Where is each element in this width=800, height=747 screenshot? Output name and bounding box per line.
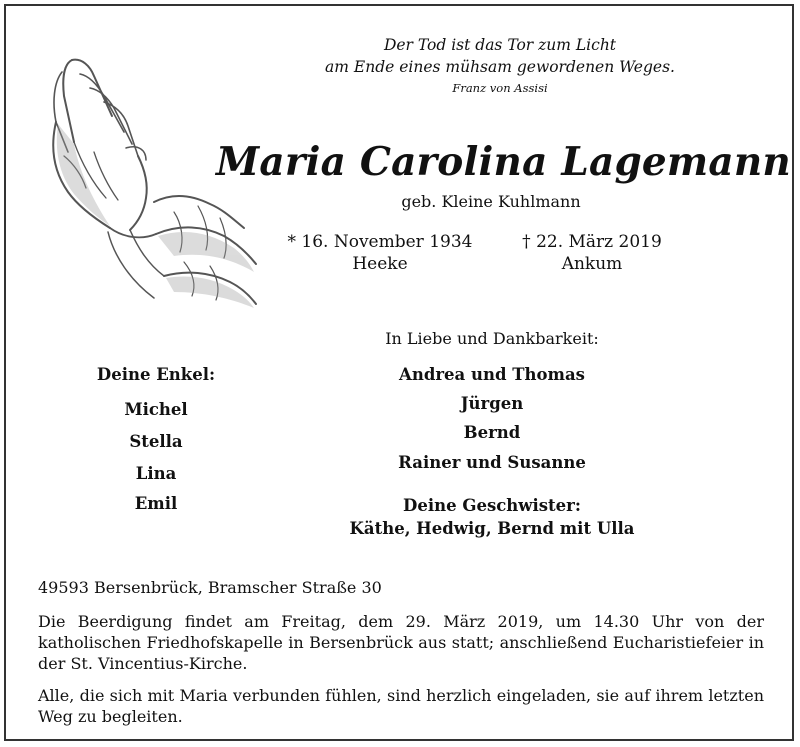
deceased-name: Maria Carolina Lagemann xyxy=(216,139,791,185)
quote-author: Franz von Assisi xyxy=(452,81,548,95)
quote-line-1: Der Tod ist das Tor zum Licht xyxy=(383,36,617,54)
siblings-names: Käthe, Hedwig, Bernd mit Ulla xyxy=(349,519,635,538)
grandchild: Michel xyxy=(124,400,188,419)
invitation-text: Alle, die sich mit Maria verbunden fühlen, sind herzlich eingeladen, sie auf ihrem letzten Weg zu begleiten. xyxy=(38,686,764,726)
family-member: Jürgen xyxy=(460,394,524,413)
birth-place: Heeke xyxy=(352,254,408,274)
siblings-heading: Deine Geschwister: xyxy=(403,496,581,515)
grandchild: Emil xyxy=(134,494,178,513)
birth-name: geb. Kleine Kuhlmann xyxy=(401,192,581,211)
grandchildren-heading: Deine Enkel: xyxy=(96,365,216,384)
family-member: Rainer und Susanne xyxy=(398,453,586,472)
death-date: † 22. März 2019 xyxy=(522,232,662,252)
family-member: Bernd xyxy=(463,423,521,442)
grandchild: Lina xyxy=(135,464,177,483)
mourners-intro: In Liebe und Dankbarkeit: xyxy=(385,329,599,348)
family-member: Andrea und Thomas xyxy=(399,365,585,384)
address: 49593 Bersenbrück, Bramscher Straße 30 xyxy=(38,578,382,597)
quote-line-2: am Ende eines mühsam gewordenen Weges. xyxy=(325,58,675,76)
funeral-text: Die Beerdigung findet am Freitag, dem 29. März 2019, um 14.30 Uhr von der katholischen Friedhofskapelle in Bersenbrück aus statt; anschließend Eucharistiefeier in der St. Vincentius-Kirche. xyxy=(38,612,764,673)
death-place: Ankum xyxy=(561,254,623,274)
birth-date: * 16. November 1934 xyxy=(287,232,473,252)
grandchild: Stella xyxy=(129,432,183,451)
